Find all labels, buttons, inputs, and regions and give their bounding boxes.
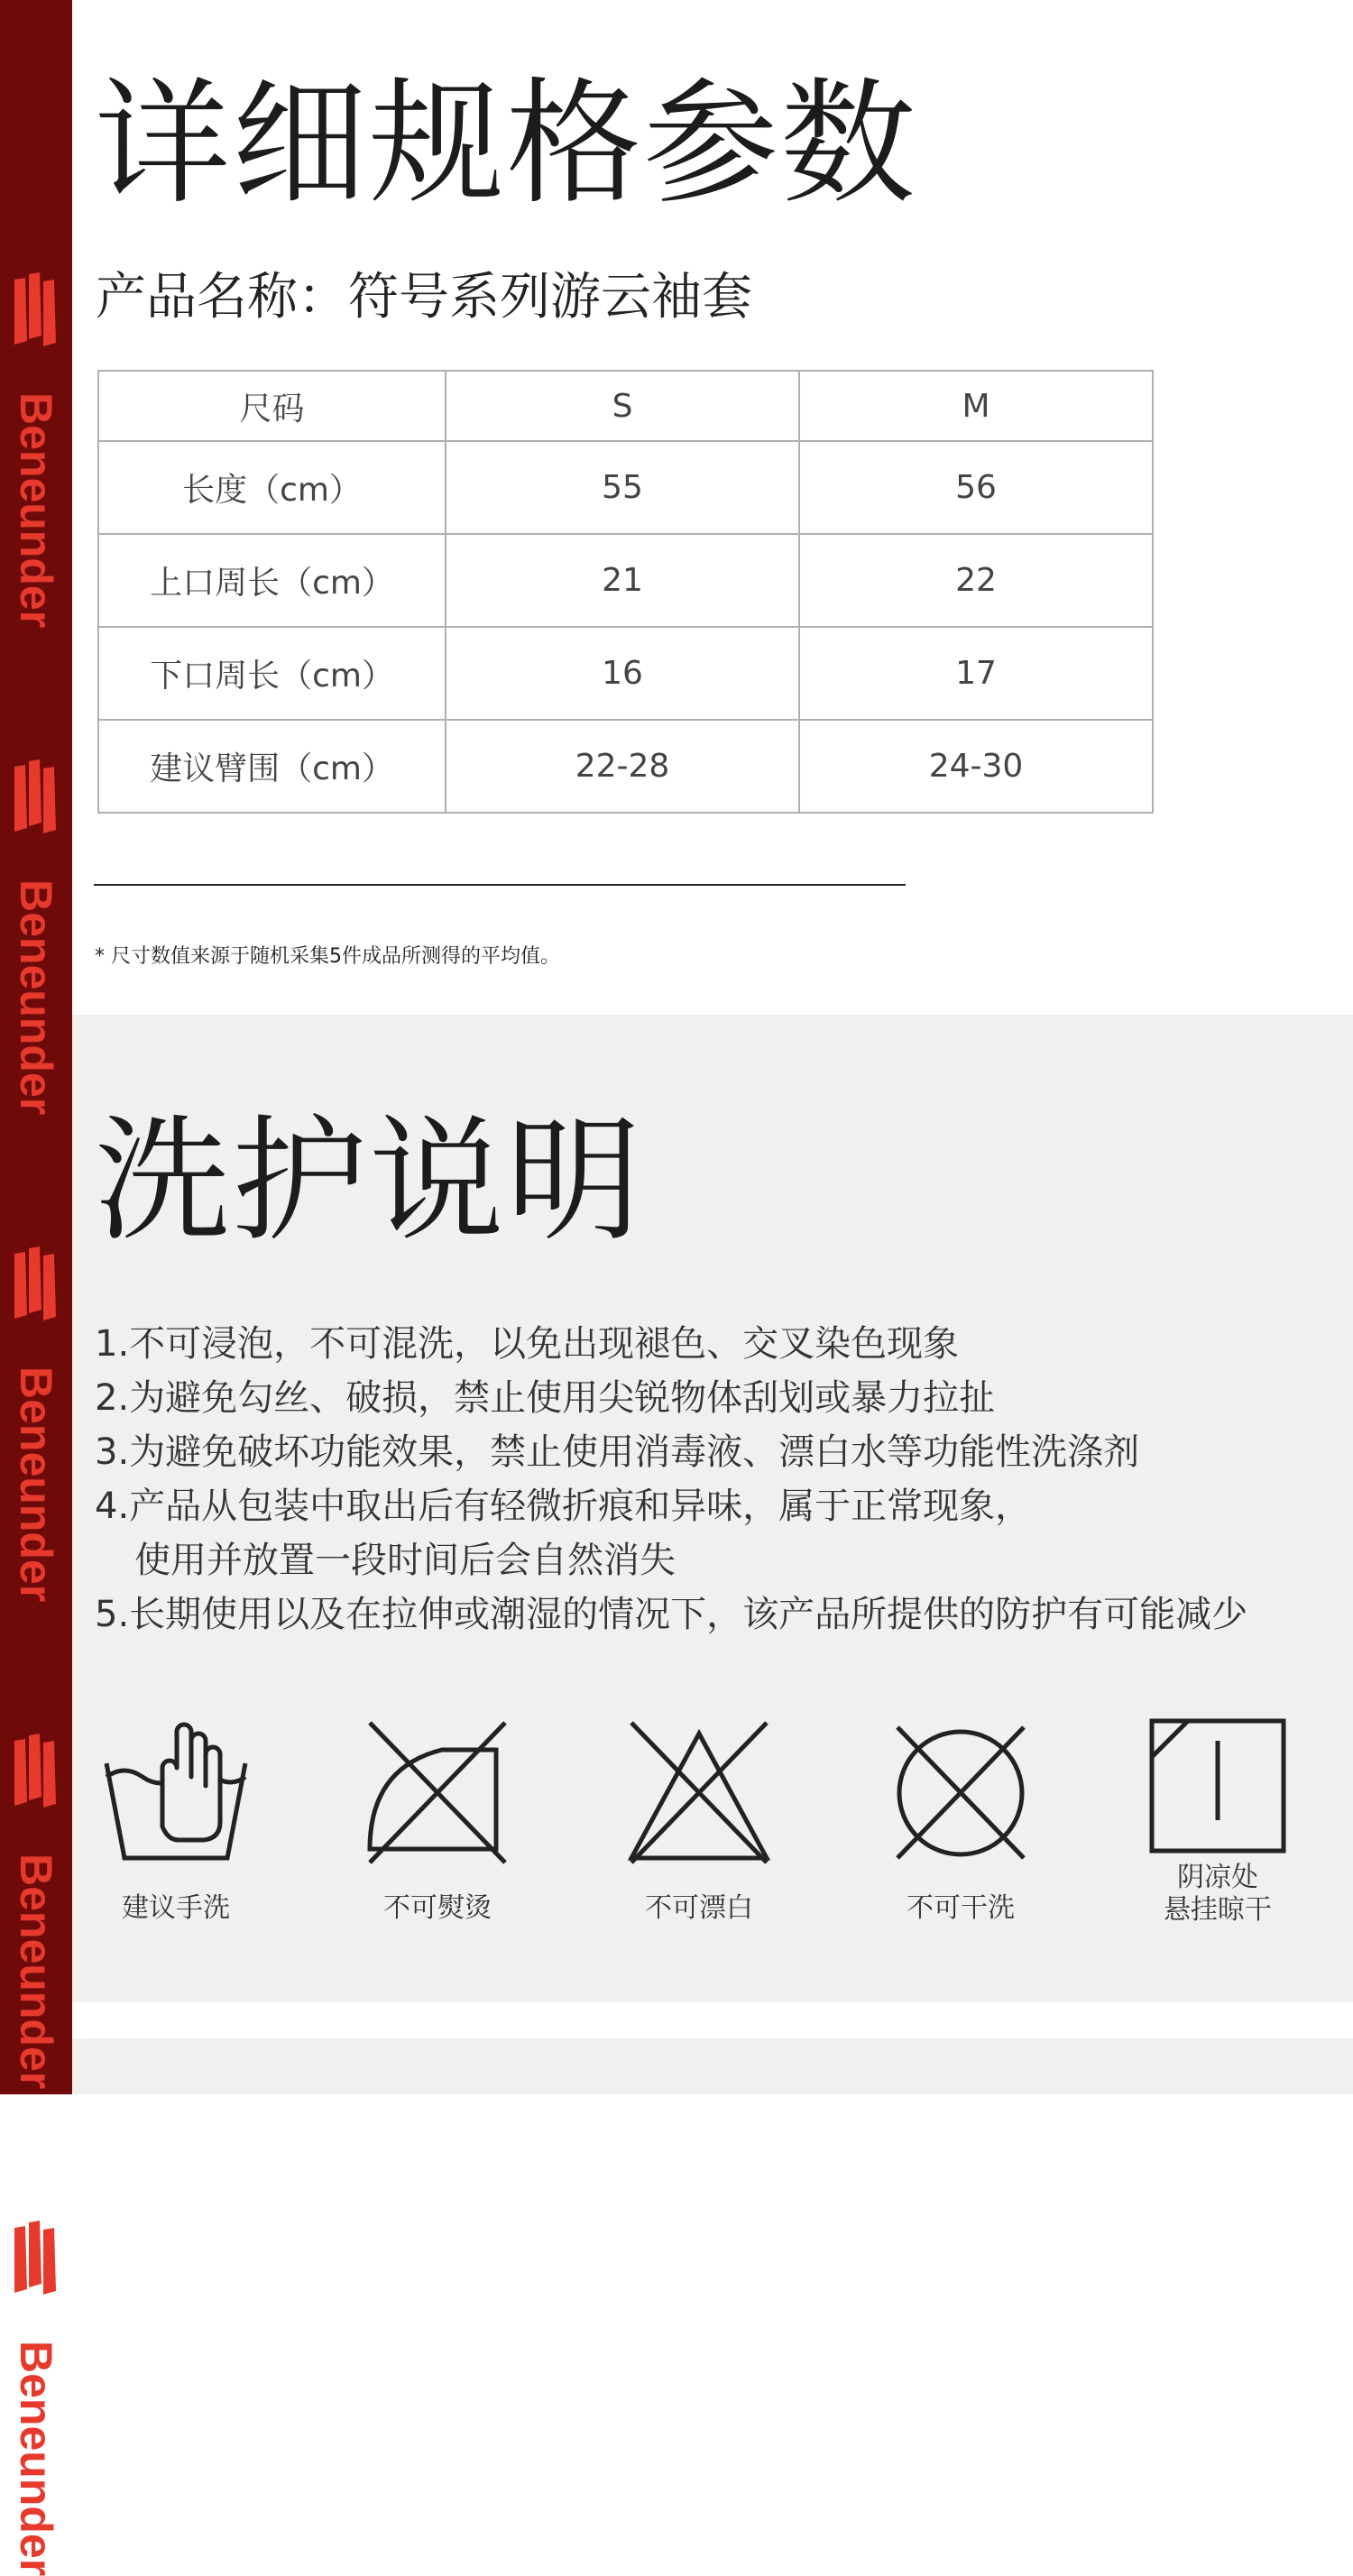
brand-name: Beneunder <box>11 2341 61 2576</box>
size-value: 16 <box>446 627 799 720</box>
divider <box>94 884 906 886</box>
table-row <box>98 441 1153 534</box>
brand-logo-icon <box>11 2219 61 2300</box>
care-item-text: 1.不可浸泡，不可混洗，以免出现褪色、交叉染色现象 <box>95 1323 960 1365</box>
size-value: 55 <box>446 441 799 534</box>
table-row <box>98 720 1153 813</box>
symbol-label: 阴凉处 悬挂晾干 <box>1164 1862 1272 1926</box>
hand-wash-icon <box>99 1714 253 1876</box>
line-dry-shade-icon <box>1141 1714 1294 1858</box>
no-iron-icon <box>361 1714 514 1876</box>
header-cell: S <box>446 371 799 441</box>
symbol-label: 不可漂白 <box>645 1892 753 1924</box>
footnote: * 尺寸数值来源于随机采集5件成品所测得的平均值。 <box>95 945 560 968</box>
row-label: 上口周长（cm） <box>98 534 446 627</box>
size-value: 56 <box>799 441 1153 534</box>
symbol-line-dry-shade <box>1137 1714 1299 1927</box>
brand-name: Beneunder <box>11 879 61 1116</box>
symbol-no-dry-clean <box>879 1714 1042 1925</box>
row-label: 下口周长（cm） <box>98 627 446 720</box>
brand-logo-icon <box>11 271 61 352</box>
product-name: 产品名称：符号系列游云袖套 <box>96 268 752 327</box>
brand-logo-icon <box>11 758 61 839</box>
size-value: 24-30 <box>799 720 1153 813</box>
spec-section <box>72 0 1353 1015</box>
header-cell: M <box>799 371 1153 441</box>
care-item <box>95 1371 1247 1425</box>
table-row <box>98 627 1153 720</box>
size-value: 22 <box>799 534 1153 627</box>
care-item-text: 3.为避免破坏功能效果，禁止使用消毒液、漂白水等功能性洗涤剂 <box>95 1431 1140 1473</box>
no-bleach-icon <box>622 1714 776 1876</box>
table-header <box>98 371 1153 441</box>
brand-stripe <box>0 0 72 2576</box>
care-item <box>95 1425 1247 1479</box>
care-item-text: 4.产品从包装中取出后有轻微折痕和异味，属于正常现象， <box>95 1486 1032 1527</box>
brand-name: Beneunder <box>11 392 61 629</box>
symbol-label: 不可干洗 <box>907 1892 1015 1924</box>
care-item <box>95 1479 1247 1587</box>
care-item-text: 5.长期使用以及在拉伸或潮湿的情况下，该产品所提供的防护有可能减少 <box>95 1594 1248 1635</box>
brand-logo-icon <box>11 1732 61 1813</box>
symbol-no-iron <box>356 1714 519 1925</box>
care-instructions <box>95 1317 1247 1642</box>
care-item-text: 2.为避免勾丝、破损，禁止使用尖锐物体刮划或暴力拉扯 <box>95 1377 996 1419</box>
symbol-no-bleach <box>618 1714 780 1925</box>
brand-logo-icon <box>11 1245 61 1326</box>
brand-name: Beneunder <box>11 1854 61 2090</box>
size-value: 17 <box>799 627 1153 720</box>
care-title: 洗护说明 <box>95 1103 644 1260</box>
next-section-edge <box>72 2038 1353 2094</box>
symbol-label: 不可熨烫 <box>383 1892 492 1924</box>
row-label: 建议臂围（cm） <box>98 720 446 813</box>
care-section <box>72 1015 1353 2002</box>
size-table <box>97 370 1154 814</box>
bottom-spacer <box>72 2002 1353 2038</box>
size-value: 21 <box>446 534 799 627</box>
spec-title: 详细规格参数 <box>95 66 918 223</box>
care-item <box>95 1317 1247 1371</box>
symbol-label: 建议手洗 <box>122 1892 230 1924</box>
care-item <box>95 1587 1247 1642</box>
care-item-continuation: 使用并放置一段时间后会自然消失 <box>134 1540 676 1581</box>
brand-name: Beneunder <box>11 1366 61 1603</box>
symbol-hand-wash <box>95 1714 257 1925</box>
size-value: 22-28 <box>446 720 799 813</box>
row-label: 长度（cm） <box>98 441 446 534</box>
table-row <box>98 534 1153 627</box>
header-cell: 尺码 <box>98 371 446 441</box>
no-dry-clean-icon <box>884 1714 1037 1876</box>
